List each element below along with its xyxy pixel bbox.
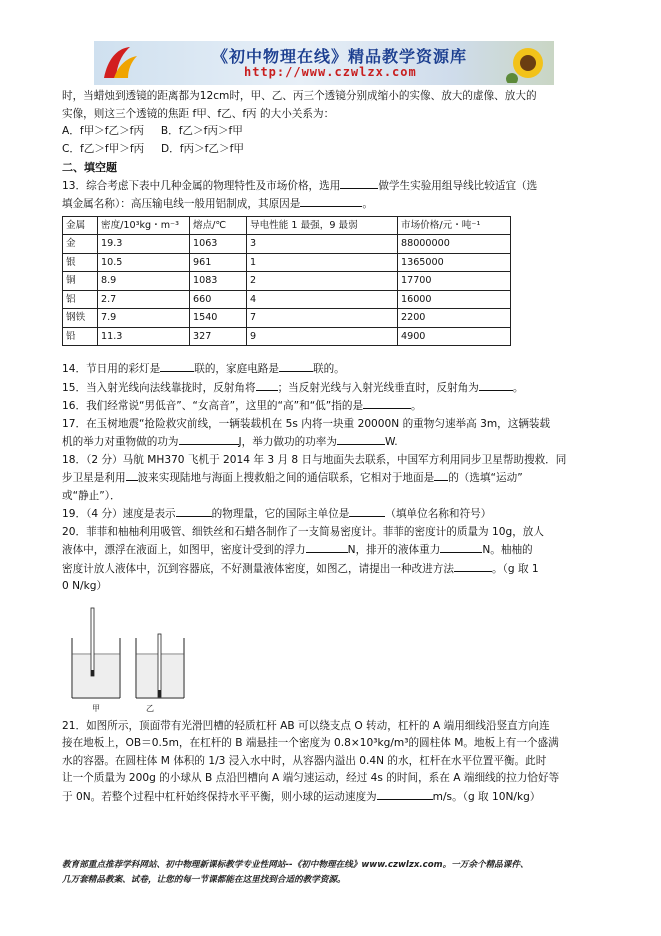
q20-line4: 0 N/kg） xyxy=(62,580,108,592)
q16 xyxy=(62,397,602,416)
q15-blank-1[interactable] xyxy=(256,379,278,391)
footer-line2: 几万套精品教案、试卷，让您的每一节课都能在这里找到合适的教学资源。 xyxy=(62,875,346,885)
q13-line1 xyxy=(62,177,602,196)
q21-text-f: m/s。（g 取 10N/kg） xyxy=(432,790,541,803)
figure-label-jia: 甲 xyxy=(92,703,100,713)
q18-text-c: 波来实现陆地与海面上搜救船之间的通信联系，它相对于地面是 xyxy=(137,472,435,484)
table-cell: 2200 xyxy=(398,309,511,328)
q20-line3 xyxy=(62,560,602,579)
table-cell: 88000000 xyxy=(398,235,511,254)
q21-blank-1[interactable] xyxy=(377,788,433,800)
q12-option-b: B．f乙＞f丙＞f甲 xyxy=(160,125,243,137)
q18-text-b: 步卫星是利用 xyxy=(62,472,126,484)
table-row xyxy=(63,290,511,309)
q16-blank-1[interactable] xyxy=(363,397,411,409)
q20-blank-3[interactable] xyxy=(454,560,492,572)
table-cell: 961 xyxy=(190,253,247,272)
table-cell: 3 xyxy=(247,235,398,254)
table-row xyxy=(63,309,511,328)
q16-text-b: 。 xyxy=(411,400,422,412)
q19-text-b: 的物理量，它的国际主单位是 xyxy=(211,508,350,520)
table-cell: 2.7 xyxy=(98,290,190,309)
table-header-cell: 密度/10³kg・m⁻³ xyxy=(98,216,190,235)
q15-text-c: 。 xyxy=(512,381,524,394)
q14-text-a: 14．节日用的彩灯是 xyxy=(62,363,161,375)
table-cell: 1540 xyxy=(190,309,247,328)
beaker-figure xyxy=(62,598,192,718)
q14-blank-2[interactable] xyxy=(279,360,313,372)
q14-text-c: 联的。 xyxy=(312,363,345,375)
table-cell: 铜 xyxy=(63,272,98,291)
q16-text-a: 16．我们经常说“男低音”、“女高音”，这里的“高”和“低”指的是 xyxy=(62,400,364,412)
table-row xyxy=(63,327,511,346)
table-cell: 7.9 xyxy=(98,309,190,328)
q17-line1: 17．在玉树地震“抢险救灾前线，一辆装载机在 5s 内将一块重 20000N 的重物匀速举高 3m，这辆装载 xyxy=(62,417,551,430)
q20-text-e: 密度计放人液体中，沉到容器底，不好测量液体密度，如图乙，请提出一种改进方法 xyxy=(62,562,454,575)
q20-blank-1[interactable] xyxy=(306,541,348,553)
footer-line1: 教育部重点推荐学科网站、初中物理新课标教学专业性网站--《初中物理在线》www.czwlzx.com。一万余个精品课件、 xyxy=(62,860,529,870)
table-header-cell: 熔点/℃ xyxy=(190,216,247,235)
table-cell: 7 xyxy=(247,309,398,328)
q20-figures xyxy=(62,598,602,718)
table-cell: 16000 xyxy=(398,290,511,309)
q12-line1: 时，当蜡烛到透镜的距离都为12cm时，甲、乙、丙三个透镜分别成缩小的实像、放大的虚像、放大的 xyxy=(62,90,537,102)
q18-line3: 或“静止”）． xyxy=(62,489,121,502)
q20-text-d: N。柚柚的 xyxy=(482,544,533,556)
q15-text-b: ；当反射光线与入射光线垂直时，反射角为 xyxy=(277,381,479,394)
q14 xyxy=(62,360,602,379)
q13-text-c: 填金属名称）：高压输电线一般用铝制成，其原因是 xyxy=(62,198,301,210)
table-cell: 2 xyxy=(247,272,398,291)
q12-option-a: A．f甲＞f乙＞f丙 xyxy=(62,125,144,137)
q12-options-cd xyxy=(62,141,602,159)
q18-blank-1[interactable] xyxy=(126,469,138,481)
table-header-cell: 导电性能 1 最强，9 最弱 xyxy=(247,216,398,235)
q18-line1: 18．（2 分）马航 MH370 飞机于 2014 年 3 月 8 日与地面失去联系，中国军方利用同步卫星帮助搜救．同 xyxy=(62,453,567,466)
q13-text-d: 。 xyxy=(362,198,373,210)
q19 xyxy=(62,505,602,524)
table-cell: 铝 xyxy=(63,290,98,309)
table-header-row xyxy=(63,216,511,235)
table-cell: 11.3 xyxy=(98,327,190,346)
banner-url[interactable]: http://www.czwlzx.com xyxy=(244,65,417,79)
table-row xyxy=(63,272,511,291)
metal-properties-table xyxy=(62,216,511,347)
q17-blank-2[interactable] xyxy=(337,433,385,445)
q13-text-b: 做学生实验用组导线比较适宜（选 xyxy=(378,179,538,192)
q15-text-a: 15．当入射光线向法线靠拢时，反射角将 xyxy=(62,381,256,394)
q15 xyxy=(62,379,602,398)
table-cell: 4 xyxy=(247,290,398,309)
table-cell: 19.3 xyxy=(98,235,190,254)
q21-line3: 水的容器。在圆柱体 M 体积的 1/3 浸入水中时，从容器内溢出 0.4N 的水，杠杆在水平位置平衡。此时 xyxy=(62,754,547,767)
table-cell: 1365000 xyxy=(398,253,511,272)
table-cell: 10.5 xyxy=(98,253,190,272)
table-cell: 金 xyxy=(63,235,98,254)
exam-content xyxy=(62,88,602,806)
figure-label-yi: 乙 xyxy=(146,703,154,713)
sunflower-icon xyxy=(506,43,550,83)
table-cell: 1083 xyxy=(190,272,247,291)
q15-blank-2[interactable] xyxy=(479,379,513,391)
table-cell: 660 xyxy=(190,290,247,309)
q20-line2 xyxy=(62,541,602,560)
table-cell: 4900 xyxy=(398,327,511,346)
table-header-cell: 金属 xyxy=(63,216,98,235)
q12-option-d: D．f丙＞f乙＞f甲 xyxy=(161,142,244,155)
table-cell: 钢铁 xyxy=(63,309,98,328)
q20-line1: 20．菲菲和柚柚利用吸管、细铁丝和石蜡各制作了一支简易密度计。菲菲的密度计的质量为 10g，放人 xyxy=(62,525,544,538)
table-cell: 327 xyxy=(190,327,247,346)
table-cell: 1063 xyxy=(190,235,247,254)
q21-text-e: 于 0N。若整个过程中杠杆始终保持水平平衡，则小球的运动速度为 xyxy=(62,790,377,803)
q17-text-d: W. xyxy=(385,436,398,448)
q13-line2 xyxy=(62,195,602,214)
q17-line2 xyxy=(62,433,602,452)
table-cell: 铅 xyxy=(63,327,98,346)
q19-blank-1[interactable] xyxy=(176,505,212,517)
page-footer xyxy=(62,858,622,888)
table-row xyxy=(63,253,511,272)
table-header-cell: 市场价格/元・吨⁻¹ xyxy=(398,216,511,235)
q19-blank-2[interactable] xyxy=(349,505,385,517)
q14-blank-1[interactable] xyxy=(160,360,194,372)
q17-text-c: J，举力做功的功率为 xyxy=(238,436,337,448)
q18-blank-2[interactable] xyxy=(434,469,448,481)
q20-text-c: N，排开的液体重力 xyxy=(347,544,441,556)
q21-line5 xyxy=(62,788,602,807)
banner-title: 《初中物理在线》精品教学资源库 xyxy=(212,47,468,66)
q21-line1: 21．如图所示，顶面带有光滑凹槽的轻质杠杆 AB 可以绕支点 O 转动，杠杆的 A 端用细线沿竖直方向连 xyxy=(62,719,550,732)
q18-line2 xyxy=(62,469,602,488)
q14-text-b: 联的，家庭电路是 xyxy=(194,363,279,375)
q13-text-a: 13．综合考虑下表中几种金属的物理特性及市场价格，选用 xyxy=(62,179,341,192)
q19-text-c: （填单位名称和符号） xyxy=(385,508,492,520)
header-banner xyxy=(94,41,554,85)
site-logo-icon xyxy=(100,44,140,82)
q19-text-a: 19．（4 分）速度是表示 xyxy=(62,508,176,520)
q21-line4: 让一个质量为 200g 的小球从 B 点沿凹槽向 A 端匀速运动，经过 4s 的时间，系在 A 端细线的拉力恰好等 xyxy=(62,772,560,784)
q17-blank-1[interactable] xyxy=(179,433,239,445)
q12-options-ab xyxy=(62,123,602,141)
table-row xyxy=(63,235,511,254)
q21-line2: 接在地板上，OB＝0.5m，在杠杆的 B 端悬挂一个密度为 0.8×10³kg/m³的圆柱体 M。地板上有一个盛满 xyxy=(62,737,559,749)
q20-text-b: 液体中，漂浮在液面上，如图甲，密度计受到的浮力 xyxy=(62,544,306,556)
q20-text-f: 。（g 取 1 xyxy=(491,562,539,575)
table-cell: 9 xyxy=(247,327,398,346)
q20-blank-2[interactable] xyxy=(440,541,482,553)
q12-line2: 实像，则这三个透镜的焦距 f甲、f乙、f丙 的大小关系为： xyxy=(62,107,335,120)
q17-text-b: 机的举力对重物做的功为 xyxy=(62,436,179,448)
section-title: 二、填空题 xyxy=(62,161,117,174)
table-cell: 17700 xyxy=(398,272,511,291)
table-cell: 银 xyxy=(63,253,98,272)
q12-option-c: C．f乙＞f甲＞f丙 xyxy=(62,142,145,155)
q13-blank-2[interactable] xyxy=(300,195,362,207)
q18-text-d: 的（选填“运动” xyxy=(448,472,523,484)
table-cell: 8.9 xyxy=(98,272,190,291)
q13-blank-1[interactable] xyxy=(340,177,378,189)
table-cell: 1 xyxy=(247,253,398,272)
